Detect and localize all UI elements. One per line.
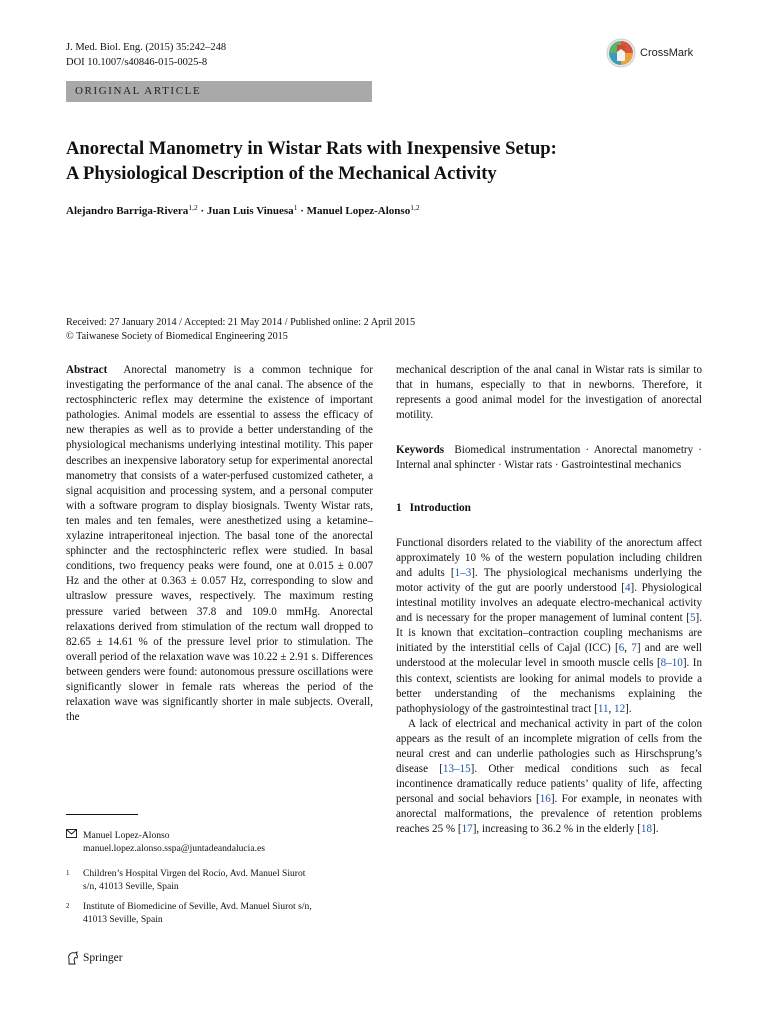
- paragraph-text: ,: [624, 642, 632, 655]
- citation-link[interactable]: 13–15: [442, 763, 471, 776]
- envelope-icon: [66, 829, 83, 855]
- paragraph-text: ].: [625, 702, 632, 715]
- publication-dates: [66, 316, 415, 344]
- title-line: A Physiological Description of the Mechanical Activity: [66, 163, 497, 184]
- citation-link[interactable]: 16: [539, 793, 551, 806]
- citation-link[interactable]: 5: [689, 612, 696, 625]
- footnote-text: Children’s Hospital Virgen del Rocío, Avd. Manuel Siurot: [83, 868, 306, 879]
- keywords-text: Biomedical instrumentation · Anorectal manometry · Internal anal sphincter · Wistar rats · Gastrointestinal mechanics: [396, 444, 703, 472]
- citation-link[interactable]: 6: [618, 642, 625, 655]
- paragraph-text: ]. In this context, scientists are looking for animal models to provide a better understanding of the mechanisms explaining the pathophysiology of the gastrointestinal tract [: [396, 657, 702, 715]
- paragraph-text: ]. Other medical conditions such as fecal incontinence dramatically reduce patients’ quality of life, affecting personal and social behaviors [: [396, 763, 702, 806]
- affiliation-footnote: [66, 867, 353, 893]
- abstract: [66, 363, 373, 725]
- journal-citation: [66, 40, 226, 70]
- author-name[interactable]: Manuel Lopez-Alonso: [306, 205, 411, 217]
- section-title: Introduction: [409, 501, 471, 514]
- keywords-heading: Keywords: [396, 444, 445, 457]
- citation-link[interactable]: 12: [614, 702, 626, 715]
- footnote-number: 2: [66, 902, 70, 910]
- crossmark-badge[interactable]: [606, 38, 693, 68]
- article-title: [66, 136, 686, 186]
- citation-link[interactable]: 1–3: [454, 566, 472, 579]
- citation-link[interactable]: 11: [597, 702, 609, 715]
- paragraph-text: ]. For example, in neonates with anorectal malformations, the prevalence of retention problems reaches 25 % [: [396, 793, 702, 836]
- citation-link[interactable]: 18: [640, 823, 653, 836]
- footnote-divider: [66, 814, 138, 815]
- paragraph-text: ].: [652, 823, 659, 836]
- affiliation-footnote: [66, 900, 353, 926]
- author-list: [66, 203, 420, 217]
- crossmark-icon: [606, 38, 636, 68]
- paragraph-text: ]. It is known that excitation–contraction coupling mechanisms are initiated by the interstitial cells of Cajal (ICC) [: [396, 612, 702, 655]
- citation-link[interactable]: 17: [461, 823, 473, 836]
- author-name[interactable]: Juan Luis Vinuesa: [206, 205, 294, 217]
- citation-link[interactable]: 7: [631, 642, 637, 655]
- paragraph-text: ,: [608, 702, 615, 715]
- keywords: [396, 443, 702, 473]
- citation-link[interactable]: 8–10: [660, 657, 683, 670]
- section-banner: ORIGINAL ARTICLE: [66, 81, 372, 102]
- history-line: Received: 27 January 2014 / Accepted: 21 May 2014 / Published online: 2 April 2015: [66, 317, 416, 328]
- section-number: 1: [396, 501, 402, 514]
- publisher-name: Springer: [83, 952, 123, 964]
- footnote-text: Institute of Biomedicine of Seville, Avd. Manuel Siurot s/n,: [83, 901, 312, 912]
- author-name[interactable]: Alejandro Barriga-Rivera: [66, 205, 189, 217]
- author-separator: ·: [297, 205, 307, 217]
- section-heading: [396, 501, 702, 516]
- contact-email[interactable]: manuel.lopez.alonso.sspa@juntadeandalucia.es: [83, 843, 265, 854]
- corresponding-author: [66, 829, 265, 855]
- author-affiliation: 1,2: [410, 203, 420, 212]
- springer-horse-icon: [66, 951, 80, 965]
- author-separator: ·: [197, 205, 207, 217]
- journal-line: J. Med. Biol. Eng. (2015) 35:242–248: [66, 42, 227, 53]
- footnote-text: s/n, 41013 Seville, Spain: [83, 881, 179, 892]
- paragraph-text: A lack of electrical and mechanical activity in part of the colon appears as the result of an incomplete migration of cells from the neural crest and can underlie pathologies such as Hirschsprung’s disease [: [396, 717, 702, 776]
- crossmark-label: CrossMark: [640, 47, 694, 59]
- abstract-column: [66, 363, 373, 725]
- author-affiliation: 1: [293, 203, 298, 212]
- abstract-continued: mechanical description of the anal canal in Wistar rats is similar to that in humans, especially to that in newborns. Therefore, it represents a good animal model for the investigation of anorectal motility.: [396, 364, 702, 422]
- paragraph-text: ] and are well understood at the molecular level in smooth muscle cells [: [396, 642, 702, 670]
- intro-paragraph: [396, 536, 702, 717]
- footnote-number: 1: [66, 869, 70, 877]
- doi-line[interactable]: DOI 10.1007/s40846-015-0025-8: [66, 57, 208, 68]
- paragraph-text: Functional disorders related to the viability of the anorectum affect approximately 10 % of the western population including children and adults [: [396, 536, 702, 579]
- intro-paragraph: [396, 717, 702, 838]
- body-column: [396, 363, 702, 838]
- footnote-text: 41013 Seville, Spain: [83, 914, 163, 925]
- title-line: Anorectal Manometry in Wistar Rats with Inexpensive Setup:: [66, 138, 557, 159]
- abstract-heading: Abstract: [66, 364, 108, 376]
- contact-name: Manuel Lopez-Alonso: [83, 830, 170, 841]
- publisher-logo: [66, 951, 123, 965]
- author-affiliation: 1,2: [188, 203, 198, 212]
- paragraph-text: ], increasing to 36.2 % in the elderly [: [472, 823, 641, 836]
- paragraph-text: ]. The physiological mechanisms underlying the motor activity of the gut are poorly understood [: [396, 566, 702, 594]
- citation-link[interactable]: 4: [624, 581, 631, 594]
- copyright-line: © Taiwanese Society of Biomedical Engineering 2015: [66, 331, 288, 342]
- abstract-text: Anorectal manometry is a common technique for investigating the performance of the anal canal. The absence of the rectosphincteric reflex may determine the existence of important pathologies. Animal models are essential to assess the efficacy of new therapies as well as to provide a better understanding of the physiological mechanisms underlying intestinal motility. This paper describes an inexpensive laboratory setup for experimental anorectal manometry that consists of a water-perfused customized catheter, a signal acquisition and processing system, and a personal computer with a software program to display biosignals. Twenty Wistar rats, ten males and ten females, were anesthetized using a ketamine–xylazine intraperitoneal injection. The basal tone of the anorectal sphincter and the rectosphincteric reflex were studied. In basal conditions, two frequency peaks were found, one at 0.015 ± 0.007 Hz and the other at 0.363 ± 0.057 Hz, corresponding to slow and ultraslow pressure waves, respectively. The maximum resting pressure varied between 37.8 and 109.0 mmHg. Anorectal relaxations derived from stimulation of the rectum wall dropped to 82.65 ± 14.61 % of the pressure level prior to stimulation. The overall period of the relaxation wave was 10.22 ± 2.91 s. Differences between genders were found: autonomous pressure oscillations were significantly slower in female rats whereas the period of the relaxation wave was significantly shorter in male subjects. Overall, the: [66, 364, 373, 724]
- paragraph-text: ]. Physiological intestinal motility involves an adequate electro-mechanical activity and is necessary for the proper management of luminal content [: [396, 581, 702, 625]
